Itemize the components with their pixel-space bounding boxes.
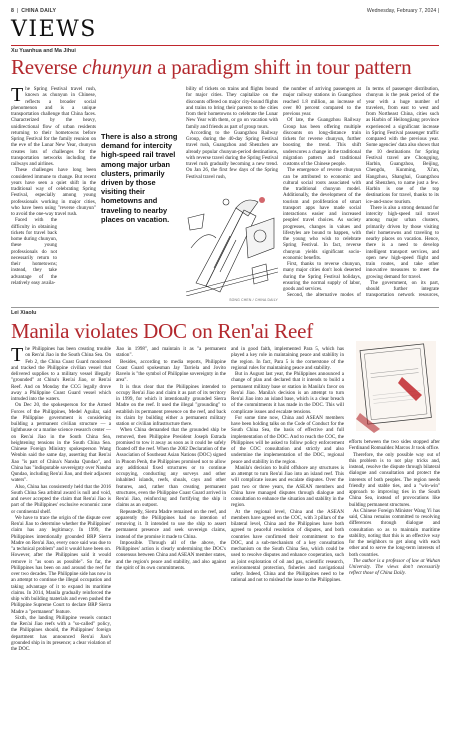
section-title: VIEWS (11, 17, 97, 42)
paragraph: First, thanks to reverse chunyun, many major cities don't look deserted during the Spring Festival holidays, ensuring the normal supply of labor, goods and services. (283, 261, 361, 292)
train-drawing-icon (186, 188, 278, 296)
article1-headline (11, 55, 439, 80)
article2-byline: Lei Xiaolu (11, 310, 37, 316)
paragraph: We have to trace the origin of the dispute over Ren'ai Jiao to determine whether the Philippines' claim has any legitimacy. In 1999, the Philippines intentionally grounded BRP Sierra Madre on Ren'ai Jiao, every once said was due to "a technical problem" and it would have been on. However, after the Philippines said it would remove it "as soon as possible". So far, the Philippines has been on and around the reef for over two decades. The Philippine side has now in an attempt to continue the illegal occupation and taking advantage of it to expand its maritime claims. In 2014, Manila gradually reinforced the ship with building materials and even pushed the Philippine Supreme Court to declare BRP Sierra Madre a "permanent" feature. (11, 514, 111, 615)
paragraph: As Chinese Foreign Minister Wang Yi has said, China remains committed to resolving differences through dialogue and consultation so as to maintain maritime stability, noting that this is an effective way for the neighbors to get along with each other and to serve the long-term interests of both countries. (349, 507, 440, 558)
paragraph: At the regional level, China and the ASEAN members have agreed on the COC, with 3 pillars of the bilateral level, China and the Philippines have both agreed to peaceful resolution of disputes, and both countries have confirmed their commitment to the DOC, and a sub-mechanism of a key consultation mechanism on the South China Sea, which could be used to resolve disputes and enhance cooperation, such as joint exploration of oil and gas, scientific research, environmental protection, fisheries and navigational safety. Indeed, China and the Philippines need to be rational and not to mislead the issue to the Philippines. (231, 508, 344, 584)
paragraph: It is thus clear that the Philippines intended to occupy Ren'ai Jiao and claim it as part of its territory in 1999, for which it intentionally grounded Sierra Madre on the reef. It used the illegal "grounding" to establish its permanent presence on the reef, and back its claim by building either a permanent military station or civilian infrastructure there. (116, 383, 226, 427)
paragraph: Impossible. Through all of the above, the Philippines' action is clearly undermining the DOC's consensus between China and ASEAN member states, and the region's peace and stability, and also against the spirit of its own commitments. (116, 539, 226, 571)
paragraph: and in good faith, implemented Para 5, which has played a key role in maintaining peace and stability in the region. In fact, Para 5 is the cornerstone of the regional rules for maintaining peace and stability. (231, 346, 344, 371)
paragraph: The emergence of reverse chunyun can be attributed to economic and cultural social roots associated with the traditional chunyun model. Additionally, the development of the tourism and proliferation of smart transport apps have made social interactions easier and increased peoples' travel choices. As society progresses, changes in values and lifestyles are bound to happen, with the young who wish to celebrate Spring Festival. In fact, reverse chunyun yields significant socio-economic benefits. (283, 167, 361, 261)
headline-italic: chunyun (82, 55, 153, 79)
dropcap: T (11, 346, 24, 366)
separator: | (16, 8, 19, 14)
paragraph: efforts between the two sides stopped after Ferdinand Romualdez Marcos Jr took office. (349, 439, 440, 452)
article2-column-1 (11, 346, 111, 741)
law-book-icon (352, 337, 440, 435)
paragraph: Faced with the difficulty in obtaining tickets for travel back home during chunyun, these young professionals do not necessarily return to their hometowns; instead, they take advantage of the relatively easy availa- (11, 217, 57, 286)
pull-quote: There is also a strong demand for intercity high-speed rail travel among major urban clusters, primarily driven by those visiting their hometowns and traveling to nearby places on vacation. (101, 132, 178, 224)
paragraph: The Philippines has been creating trouble on Ren'ai Jiao in the South China Sea. On Feb 2, the China Coast Guard monitored and tracked the Philippine civilian vessel that delivered supplies to a military vessel illegally "grounded" at China's Ren'ai Jiao, or Ren'ai Reef. And on Monday the CCG legally drove away a Philippine Coast Guard vessel which intruded into the waters. (11, 346, 111, 402)
paragraph: Besides, according to media reports, Philippine Coast Guard spokesman Jay Tarriela and Jovito Ravelo is "the symbol of Philippine sovereignty in the area". (116, 358, 226, 384)
section-divider (11, 45, 439, 46)
issue-date: Wednesday, February 7, 2024 | (366, 8, 439, 14)
headline-part1: Reverse (11, 55, 83, 79)
header-left (11, 8, 56, 14)
paragraph: Therefore, the only possible way out of this problem is to not play tricks and, instead, resolve the dispute through bilateral dialogue and consultation and protect the interests of both peoples. The region needs friendly and stable ties, and a "win-win" approach to improving ties in the South China Sea, instead of provocations like building permanent structures. (349, 451, 440, 508)
paragraph: For some time now, China and ASEAN members have been holding talks on the Code of Conduct for the South China Sea, the basis of effective and full implementation of the DOC. And to reach the COC, the Philippines will be asked to follow policy enforcement of the COC consultation and strictly and also undermine the implementation of the DOC, regional peace and stability in the region. (231, 414, 344, 465)
law-book-illustration (352, 337, 440, 435)
newspaper-brand: CHINA DAILY (21, 8, 57, 14)
paragraph: Sixth, the landing Philippine vessels contact the Ren'ai Jiao reefs with a "so-called" policy, the Philippines should, the Philippines' foreign department has announced Ren'ai Jiao's grounded ship in its presence; a clear violation of the DOC. (11, 614, 111, 652)
paragraph: Second, the alternative modes of (287, 292, 361, 299)
page-number: 8 (11, 8, 14, 14)
paragraph: Jiao in 1998", and maintain it as "a permanent station". (116, 346, 226, 359)
dropcap: T (11, 86, 24, 106)
paragraph: the number of arriving passengers at major railway stations in Guangzhou reached 1.8 million, an increase of over 80 percent compared to the previous year. (283, 86, 361, 117)
paragraph: Of late, the Guangzhou Railway Group has been offering multiple discounts on long-distance train tickets for reverse chunyun, further boosting the trend. This shift underscores a change in the traditional migration pattern and traditional customs of the Chinese people. (283, 117, 361, 167)
train-illustration (186, 188, 278, 296)
paragraph: Manila's decision to build offshore any structures is an attempt to turn Ren'ai Jiao into an island reef. This will complicate issues and escalate disputes. Over the past two or three years, the ASEAN members and China have managed disputes through dialogue and consultation to enhance the situation and stability in the region. (231, 464, 344, 509)
article2-column-2 (116, 346, 226, 741)
paragraph: bility of tickets on trains and flights bound for major cities. They capitalize on the discounts offered on major city-bound flights and trains to bring their parents to the cities from their hometowns to celebrate the Lunar New Year with them, or go on vacation with family and friends as part of group tours. (186, 86, 278, 130)
paragraph: Also, China has consistently held that the 2016 South China Sea arbitral award is null and void, and never accepted the claim that Ren'ai Jiao is part of the Philippines' exclusive economic zone or continental shelf. (11, 483, 111, 515)
article-divider (11, 307, 439, 308)
paragraph: There is also a strong demand for intercity high-speed rail travel among major urban clusters, primarily driven by those visiting their hometowns and traveling to nearby places on vacation. Hence, there is a need to develop intelligent transport services, and open new high-speed flight and train routes, and take other innovative measures to meet the growing demand for travel. (366, 204, 439, 280)
paragraph: But in August last year, the Philippines announced a change of plan and declared that it intends to build a permanent military base or station in Manila's favor on Ren'ai Jiao. Manila's decision is an attempt to turn Ren'ai Jiao into an island base, which is a clear breach of the commitments it has made in the DOC. This will complicate issues and escalate tensions. (231, 371, 344, 415)
headline-part2: a paradigm shift in tour pattern (152, 55, 412, 79)
page-header (11, 6, 439, 16)
article1-column-4 (366, 86, 439, 299)
paragraph: In terms of passenger distribution, chunyun is the peak period of the year with a huge number of travelers, from east to west and from Northeast China, cities such as Harbin of Heilongjiang province experienced a significant increase in Spring Festival passenger traffic compared with the previous year. Some agencies' data also shows that the 10 destinations for Spring Festival travel are Chongqing, Harbin, Guangzhou, Beijing, Chengdu, Kunming, Xi'an, Hangzhou, Shanghai, Guangzhou and Shenzhen, to name just a few. Harbin is one of the top destinations for travel, thanks to its ice-and-snow tourism. (366, 86, 439, 205)
article1-byline: Xu Yuanhua and Ma Jihui (11, 48, 76, 54)
author-bio: The author is a professor of law at Wuhan University. The views don't necessarily reflect those of China Daily. (349, 557, 440, 577)
paragraph: The government, on its part, should further integrate transportation network resources, (366, 279, 439, 299)
article2-headline: Manila violates DOC on Ren'ai Reef (11, 319, 313, 343)
illustration-credit: SONG CHEN / CHINA DAILY (229, 298, 278, 302)
paragraph: On Dec 20, the spokesperson for the Armed Forces of the Philippines, Medel Aguilar, said the Philippine government is considering building a permanent civilian structure — a lighthouse or a marine science research center — on Ren'ai Jiao in the South China Sea, heightening tensions in the South China Sea. Chinese Foreign Ministry spokesperson Wang Wenbin said the same day, asserting that Ren'ai Jiao "is part of China's Nansha Qundao", and China has "indisputable sovereignty over Nansha Qundao, including Ren'ai Jiao, and their adjacent waters". (11, 402, 111, 484)
article2-column-4 (349, 439, 440, 741)
paragraph: The Spring Festival travel rush, known as chunyun in Chinese, reflects a broader social phenomenon and is a unique transportation challenge that China faces. Characterized by the heavy, unidirectional flow of urban residents returning to their hometowns before Spring Festival for the family reunion on the eve of the Lunar New Year, chunyun creates lots of challenges for the transportation networks including the railways and airlines. (11, 86, 96, 167)
article1-column-1 (11, 86, 96, 301)
article1-column-2 (186, 86, 278, 186)
paragraph: These challenges have long been considered immune to change. But recent years have seen a quiet shift in the traditional way of celebrating Spring Festival, especially among young professionals working in major cities, who have been using "reverse chunyun" to avoid the one-way travel rush. (11, 167, 96, 217)
paragraph: Repeatedly, Sierra Madre remained on the reef, and apparently the Philippines had no intention of removing it. It intended to use the ship to assert permanent presence and seek sovereign claims, instead of the promise it made to China. (116, 508, 226, 540)
paragraph: According to the Guangzhou Railway Group, during the 40-day Spring Festival travel rush, Guangzhou and Shenzhen are already popular chunyun-period destinations, with reverse travel during the Spring Festival travel rush gradually becoming a new trend. On Jan 26, the first few days of the Spring Festival travel rush, (186, 129, 278, 180)
article2-column-3 (231, 346, 344, 741)
article1-column-3 (283, 86, 361, 299)
paragraph: When China demanded that the grounded ship be removed, then Philippine President Joseph Estrada promised to tow it away as soon as it could be safely floated off the reef. When the 2002 Declaration of the Association of Southeast Asian Nations (DOC) signed in Phnom Penh, the Philippines promised not to allow any additional fixed structures or to continue occupying, conducting any surveys and other inhabited islands, reefs, shoals, cays and other features, and, rather than creating permanent structures, even the Philippine Coast Guard arrived in Ren'ai Jiao, reinforcing and fortifying the ship it claims as an outpost. (116, 427, 226, 509)
